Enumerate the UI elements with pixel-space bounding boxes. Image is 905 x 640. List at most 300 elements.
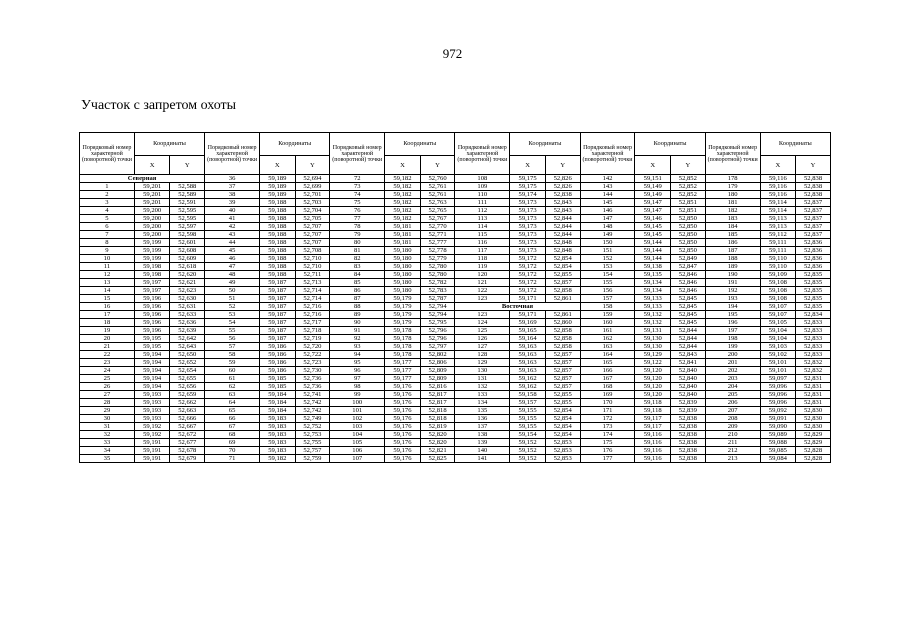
point-number: 102 (330, 415, 385, 423)
point-number: 35 (80, 455, 135, 463)
coord-y: 52,839 (670, 399, 705, 407)
coord-x: 59,196 (134, 319, 170, 327)
point-number: 19 (80, 327, 135, 335)
point-number: 3 (80, 199, 135, 207)
point-number: 160 (580, 319, 635, 327)
point-number: 64 (205, 399, 260, 407)
coord-y: 52,857 (545, 367, 580, 375)
point-number: 212 (705, 447, 760, 455)
coord-x: 59,173 (510, 231, 546, 239)
point-number: 111 (455, 199, 510, 207)
point-number: 62 (205, 383, 260, 391)
coord-x: 59,145 (635, 223, 671, 231)
coord-y: 52,854 (545, 407, 580, 415)
coord-x: 59,176 (385, 439, 421, 447)
point-number: 211 (705, 439, 760, 447)
point-number: 45 (205, 247, 260, 255)
point-number: 28 (80, 399, 135, 407)
point-number: 119 (455, 263, 510, 271)
point-number: 30 (80, 415, 135, 423)
coord-x: 59,116 (635, 439, 671, 447)
coord-y: 52,752 (295, 423, 330, 431)
point-number: 125 (455, 327, 510, 335)
coord-x: 59,111 (760, 247, 796, 255)
coord-x: 59,201 (134, 199, 170, 207)
coord-x: 59,157 (510, 399, 546, 407)
coord-x: 59,181 (385, 223, 421, 231)
coord-y: 52,825 (420, 455, 455, 463)
coord-x: 59,108 (760, 295, 796, 303)
point-number: 78 (330, 223, 385, 231)
coord-y: 52,701 (295, 191, 330, 199)
coord-y: 52,832 (796, 367, 831, 375)
coord-x: 59,188 (260, 255, 296, 263)
coord-x: 59,152 (510, 439, 546, 447)
coord-y: 52,860 (545, 319, 580, 327)
table-row (80, 343, 831, 351)
point-number: 47 (205, 263, 260, 271)
coord-y: 52,780 (420, 263, 455, 271)
point-number: 93 (330, 343, 385, 351)
coord-y: 52,847 (670, 263, 705, 271)
coord-y: 52,853 (545, 455, 580, 463)
point-number: 123 (455, 311, 510, 319)
point-number: 189 (705, 263, 760, 271)
point-number: 116 (455, 239, 510, 247)
point-number: 184 (705, 223, 760, 231)
coord-y: 52,723 (295, 359, 330, 367)
coord-x: 59,183 (260, 447, 296, 455)
coord-x: 59,191 (134, 455, 170, 463)
coord-y: 52,730 (295, 367, 330, 375)
coord-y: 52,817 (420, 391, 455, 399)
coord-y: 52,720 (295, 343, 330, 351)
point-number: 183 (705, 215, 760, 223)
coord-y: 52,831 (796, 383, 831, 391)
y-header: Y (170, 156, 205, 175)
coord-x: 59,104 (760, 327, 796, 335)
coord-x: 59,177 (385, 359, 421, 367)
point-number: 51 (205, 295, 260, 303)
coord-x: 59,189 (260, 175, 296, 183)
coordinates-header: Координаты (134, 133, 204, 156)
coord-y: 52,797 (420, 343, 455, 351)
coord-y: 52,844 (545, 223, 580, 231)
point-number: 174 (580, 431, 635, 439)
coord-y: 52,667 (170, 423, 205, 431)
x-header: X (760, 156, 796, 175)
point-number: 168 (580, 383, 635, 391)
point-number: 74 (330, 191, 385, 199)
table-row (80, 247, 831, 255)
point-number: 18 (80, 319, 135, 327)
coord-x: 59,138 (635, 263, 671, 271)
point-number: 185 (705, 231, 760, 239)
coord-y: 52,857 (545, 279, 580, 287)
point-number: 69 (205, 439, 260, 447)
coord-y: 52,841 (670, 359, 705, 367)
coord-x: 59,173 (510, 199, 546, 207)
table-row (80, 319, 831, 327)
coord-y: 52,858 (545, 335, 580, 343)
coord-x: 59,178 (385, 343, 421, 351)
table-row (80, 455, 831, 463)
table-row (80, 327, 831, 335)
coord-y: 52,741 (295, 391, 330, 399)
point-number: 151 (580, 247, 635, 255)
coord-y: 52,598 (170, 231, 205, 239)
point-number: 137 (455, 423, 510, 431)
coord-x: 59,182 (385, 175, 421, 183)
coord-x: 59,117 (635, 423, 671, 431)
point-number: 91 (330, 327, 385, 335)
coord-y: 52,818 (420, 407, 455, 415)
coord-x: 59,172 (510, 263, 546, 271)
point-number: 126 (455, 335, 510, 343)
point-number: 166 (580, 367, 635, 375)
coord-x: 59,101 (760, 359, 796, 367)
coord-y: 52,650 (170, 351, 205, 359)
point-number: 81 (330, 247, 385, 255)
coord-y: 52,643 (170, 343, 205, 351)
coord-y: 52,601 (170, 239, 205, 247)
coord-x: 59,187 (260, 303, 296, 311)
point-number: 101 (330, 407, 385, 415)
coord-y: 52,707 (295, 231, 330, 239)
point-number: 134 (455, 399, 510, 407)
coord-y: 52,858 (545, 287, 580, 295)
coord-y: 52,672 (170, 431, 205, 439)
coord-y: 52,861 (545, 295, 580, 303)
coord-x: 59,176 (385, 455, 421, 463)
coord-x: 59,192 (134, 423, 170, 431)
table-row (80, 383, 831, 391)
point-number: 122 (455, 287, 510, 295)
coord-x: 59,188 (260, 223, 296, 231)
coord-y: 52,761 (420, 183, 455, 191)
point-number: 181 (705, 199, 760, 207)
coord-x: 59,196 (134, 327, 170, 335)
coord-x: 59,108 (760, 279, 796, 287)
point-number: 144 (580, 191, 635, 199)
coord-y: 52,639 (170, 327, 205, 335)
table-row (80, 367, 831, 375)
section-title: Участок с запретом охоты (81, 98, 237, 113)
coord-y: 52,829 (796, 431, 831, 439)
coord-y: 52,755 (295, 439, 330, 447)
point-number: 76 (330, 207, 385, 215)
coord-x: 59,158 (510, 391, 546, 399)
coord-y: 52,852 (670, 191, 705, 199)
coord-y: 52,795 (420, 319, 455, 327)
point-number: 46 (205, 255, 260, 263)
coord-x: 59,180 (385, 255, 421, 263)
coord-y: 52,838 (670, 455, 705, 463)
coord-x: 59,176 (385, 447, 421, 455)
coord-y: 52,854 (545, 263, 580, 271)
coord-y: 52,837 (796, 215, 831, 223)
coord-x: 59,116 (760, 183, 796, 191)
coord-x: 59,110 (760, 255, 796, 263)
coord-y: 52,857 (545, 383, 580, 391)
coord-y: 52,851 (670, 207, 705, 215)
point-number: 92 (330, 335, 385, 343)
point-number: 67 (205, 423, 260, 431)
point-number: 202 (705, 367, 760, 375)
coord-x: 59,096 (760, 383, 796, 391)
coord-y: 52,833 (796, 343, 831, 351)
coord-y: 52,843 (670, 351, 705, 359)
coord-x: 59,171 (510, 311, 546, 319)
coord-x: 59,196 (134, 295, 170, 303)
coord-x: 59,177 (385, 367, 421, 375)
coord-y: 52,654 (170, 367, 205, 375)
coord-y: 52,833 (796, 351, 831, 359)
coord-x: 59,182 (385, 199, 421, 207)
point-number: 152 (580, 255, 635, 263)
coordinates-header: Координаты (385, 133, 455, 156)
point-number: 54 (205, 319, 260, 327)
point-number: 205 (705, 391, 760, 399)
coord-y: 52,836 (796, 263, 831, 271)
point-number: 26 (80, 383, 135, 391)
coord-y: 52,621 (170, 279, 205, 287)
point-number: 21 (80, 343, 135, 351)
point-number: 131 (455, 375, 510, 383)
y-header: Y (670, 156, 705, 175)
coord-x: 59,130 (635, 343, 671, 351)
coord-y: 52,844 (670, 335, 705, 343)
point-number: 133 (455, 391, 510, 399)
point-number: 127 (455, 343, 510, 351)
coord-x: 59,103 (760, 343, 796, 351)
coord-x: 59,188 (260, 239, 296, 247)
coord-x: 59,102 (760, 351, 796, 359)
coord-y: 52,851 (670, 199, 705, 207)
point-number: 37 (205, 183, 260, 191)
point-number: 32 (80, 431, 135, 439)
point-number: 12 (80, 271, 135, 279)
coord-y: 52,736 (295, 375, 330, 383)
point-number: 114 (455, 223, 510, 231)
point-number: 15 (80, 295, 135, 303)
coord-y: 52,833 (796, 335, 831, 343)
coord-y: 52,666 (170, 415, 205, 423)
point-number: 178 (705, 175, 760, 183)
coord-y: 52,846 (670, 271, 705, 279)
point-number: 147 (580, 215, 635, 223)
coord-x: 59,116 (635, 447, 671, 455)
point-number: 180 (705, 191, 760, 199)
point-number: 90 (330, 319, 385, 327)
point-number: 2 (80, 191, 135, 199)
point-number: 52 (205, 303, 260, 311)
point-number: 194 (705, 303, 760, 311)
point-number: 191 (705, 279, 760, 287)
coord-x: 59,183 (260, 439, 296, 447)
point-number: 149 (580, 231, 635, 239)
coord-y: 52,836 (796, 255, 831, 263)
point-number: 124 (455, 319, 510, 327)
coord-y: 52,831 (796, 399, 831, 407)
coord-y: 52,853 (545, 447, 580, 455)
coordinates-header: Координаты (635, 133, 705, 156)
coord-y: 52,850 (670, 247, 705, 255)
coord-x: 59,101 (760, 367, 796, 375)
coord-y: 52,765 (420, 207, 455, 215)
coord-y: 52,708 (295, 247, 330, 255)
point-number: 210 (705, 431, 760, 439)
coord-y: 52,820 (420, 439, 455, 447)
point-number: 209 (705, 423, 760, 431)
coord-y: 52,848 (545, 239, 580, 247)
coord-y: 52,757 (295, 447, 330, 455)
coord-y: 52,753 (295, 431, 330, 439)
coord-x: 59,177 (385, 375, 421, 383)
coord-x: 59,163 (510, 343, 546, 351)
x-header: X (510, 156, 546, 175)
coord-x: 59,200 (134, 231, 170, 239)
point-number: 165 (580, 359, 635, 367)
table-row (80, 407, 831, 415)
coord-x: 59,173 (510, 215, 546, 223)
coord-x: 59,155 (510, 423, 546, 431)
coord-y: 52,858 (545, 327, 580, 335)
coord-y: 52,713 (295, 279, 330, 287)
point-number-header: Порядковый номер характерной (поворотной) точки (705, 133, 760, 175)
point-number: 66 (205, 415, 260, 423)
point-number: 36 (205, 175, 260, 183)
coord-y: 52,838 (545, 191, 580, 199)
coord-y: 52,850 (670, 231, 705, 239)
point-number: 10 (80, 255, 135, 263)
coord-x: 59,147 (635, 207, 671, 215)
coord-y: 52,630 (170, 295, 205, 303)
point-number: 25 (80, 375, 135, 383)
point-number: 53 (205, 311, 260, 319)
side-label: Восточная (455, 303, 580, 311)
coord-y: 52,821 (420, 447, 455, 455)
coord-y: 52,835 (796, 279, 831, 287)
coord-y: 52,838 (670, 439, 705, 447)
point-number: 203 (705, 375, 760, 383)
coord-x: 59,144 (635, 239, 671, 247)
coord-x: 59,189 (260, 183, 296, 191)
point-number: 39 (205, 199, 260, 207)
coord-y: 52,742 (295, 407, 330, 415)
point-number: 197 (705, 327, 760, 335)
point-number: 96 (330, 367, 385, 375)
point-number: 20 (80, 335, 135, 343)
coord-y: 52,780 (420, 271, 455, 279)
point-number: 193 (705, 295, 760, 303)
coord-x: 59,116 (760, 175, 796, 183)
coord-x: 59,163 (510, 351, 546, 359)
table-row (80, 191, 831, 199)
coord-x: 59,200 (134, 223, 170, 231)
coord-x: 59,089 (760, 431, 796, 439)
coord-x: 59,199 (134, 247, 170, 255)
coord-y: 52,844 (670, 343, 705, 351)
coord-x: 59,184 (260, 407, 296, 415)
coord-y: 52,839 (670, 407, 705, 415)
coord-x: 59,164 (510, 335, 546, 343)
coord-y: 52,853 (545, 439, 580, 447)
point-number: 136 (455, 415, 510, 423)
coord-x: 59,175 (510, 175, 546, 183)
coord-x: 59,120 (635, 391, 671, 399)
coord-x: 59,200 (134, 215, 170, 223)
point-number: 100 (330, 399, 385, 407)
table-row (80, 303, 831, 311)
coord-y: 52,694 (295, 175, 330, 183)
coord-x: 59,186 (260, 359, 296, 367)
point-number: 40 (205, 207, 260, 215)
coord-x: 59,133 (635, 303, 671, 311)
coord-x: 59,194 (134, 375, 170, 383)
point-number: 182 (705, 207, 760, 215)
coord-x: 59,179 (385, 295, 421, 303)
point-number: 113 (455, 215, 510, 223)
point-number: 87 (330, 295, 385, 303)
coord-x: 59,113 (760, 215, 796, 223)
coord-x: 59,178 (385, 335, 421, 343)
coord-y: 52,620 (170, 271, 205, 279)
coord-x: 59,201 (134, 183, 170, 191)
coord-x: 59,146 (635, 215, 671, 223)
coord-y: 52,852 (670, 175, 705, 183)
point-number: 156 (580, 287, 635, 295)
point-number: 43 (205, 231, 260, 239)
coord-x: 59,152 (510, 447, 546, 455)
coord-y: 52,589 (170, 191, 205, 199)
coord-y: 52,707 (295, 239, 330, 247)
point-number: 199 (705, 343, 760, 351)
coord-y: 52,854 (545, 431, 580, 439)
coord-y: 52,848 (545, 247, 580, 255)
point-number: 121 (455, 279, 510, 287)
point-number: 29 (80, 407, 135, 415)
point-number: 140 (455, 447, 510, 455)
point-number: 84 (330, 271, 385, 279)
coord-y: 52,828 (796, 455, 831, 463)
coord-x: 59,193 (134, 391, 170, 399)
point-number: 192 (705, 287, 760, 295)
coord-y: 52,771 (420, 231, 455, 239)
point-number: 14 (80, 287, 135, 295)
coord-y: 52,837 (796, 231, 831, 239)
point-number: 163 (580, 343, 635, 351)
coord-y: 52,761 (420, 191, 455, 199)
coord-y: 52,861 (545, 311, 580, 319)
coord-y: 52,802 (420, 351, 455, 359)
coord-x: 59,172 (510, 287, 546, 295)
point-number: 83 (330, 263, 385, 271)
table-body (80, 133, 831, 463)
point-number: 177 (580, 455, 635, 463)
point-number: 55 (205, 327, 260, 335)
point-number-header: Порядковый номер характерной (поворотной) точки (330, 133, 385, 175)
coord-x: 59,147 (635, 199, 671, 207)
point-number: 4 (80, 207, 135, 215)
point-number: 167 (580, 375, 635, 383)
coord-x: 59,197 (134, 287, 170, 295)
coord-y: 52,736 (295, 383, 330, 391)
coord-y: 52,838 (670, 423, 705, 431)
point-number: 186 (705, 239, 760, 247)
coord-y: 52,716 (295, 311, 330, 319)
point-number: 22 (80, 351, 135, 359)
